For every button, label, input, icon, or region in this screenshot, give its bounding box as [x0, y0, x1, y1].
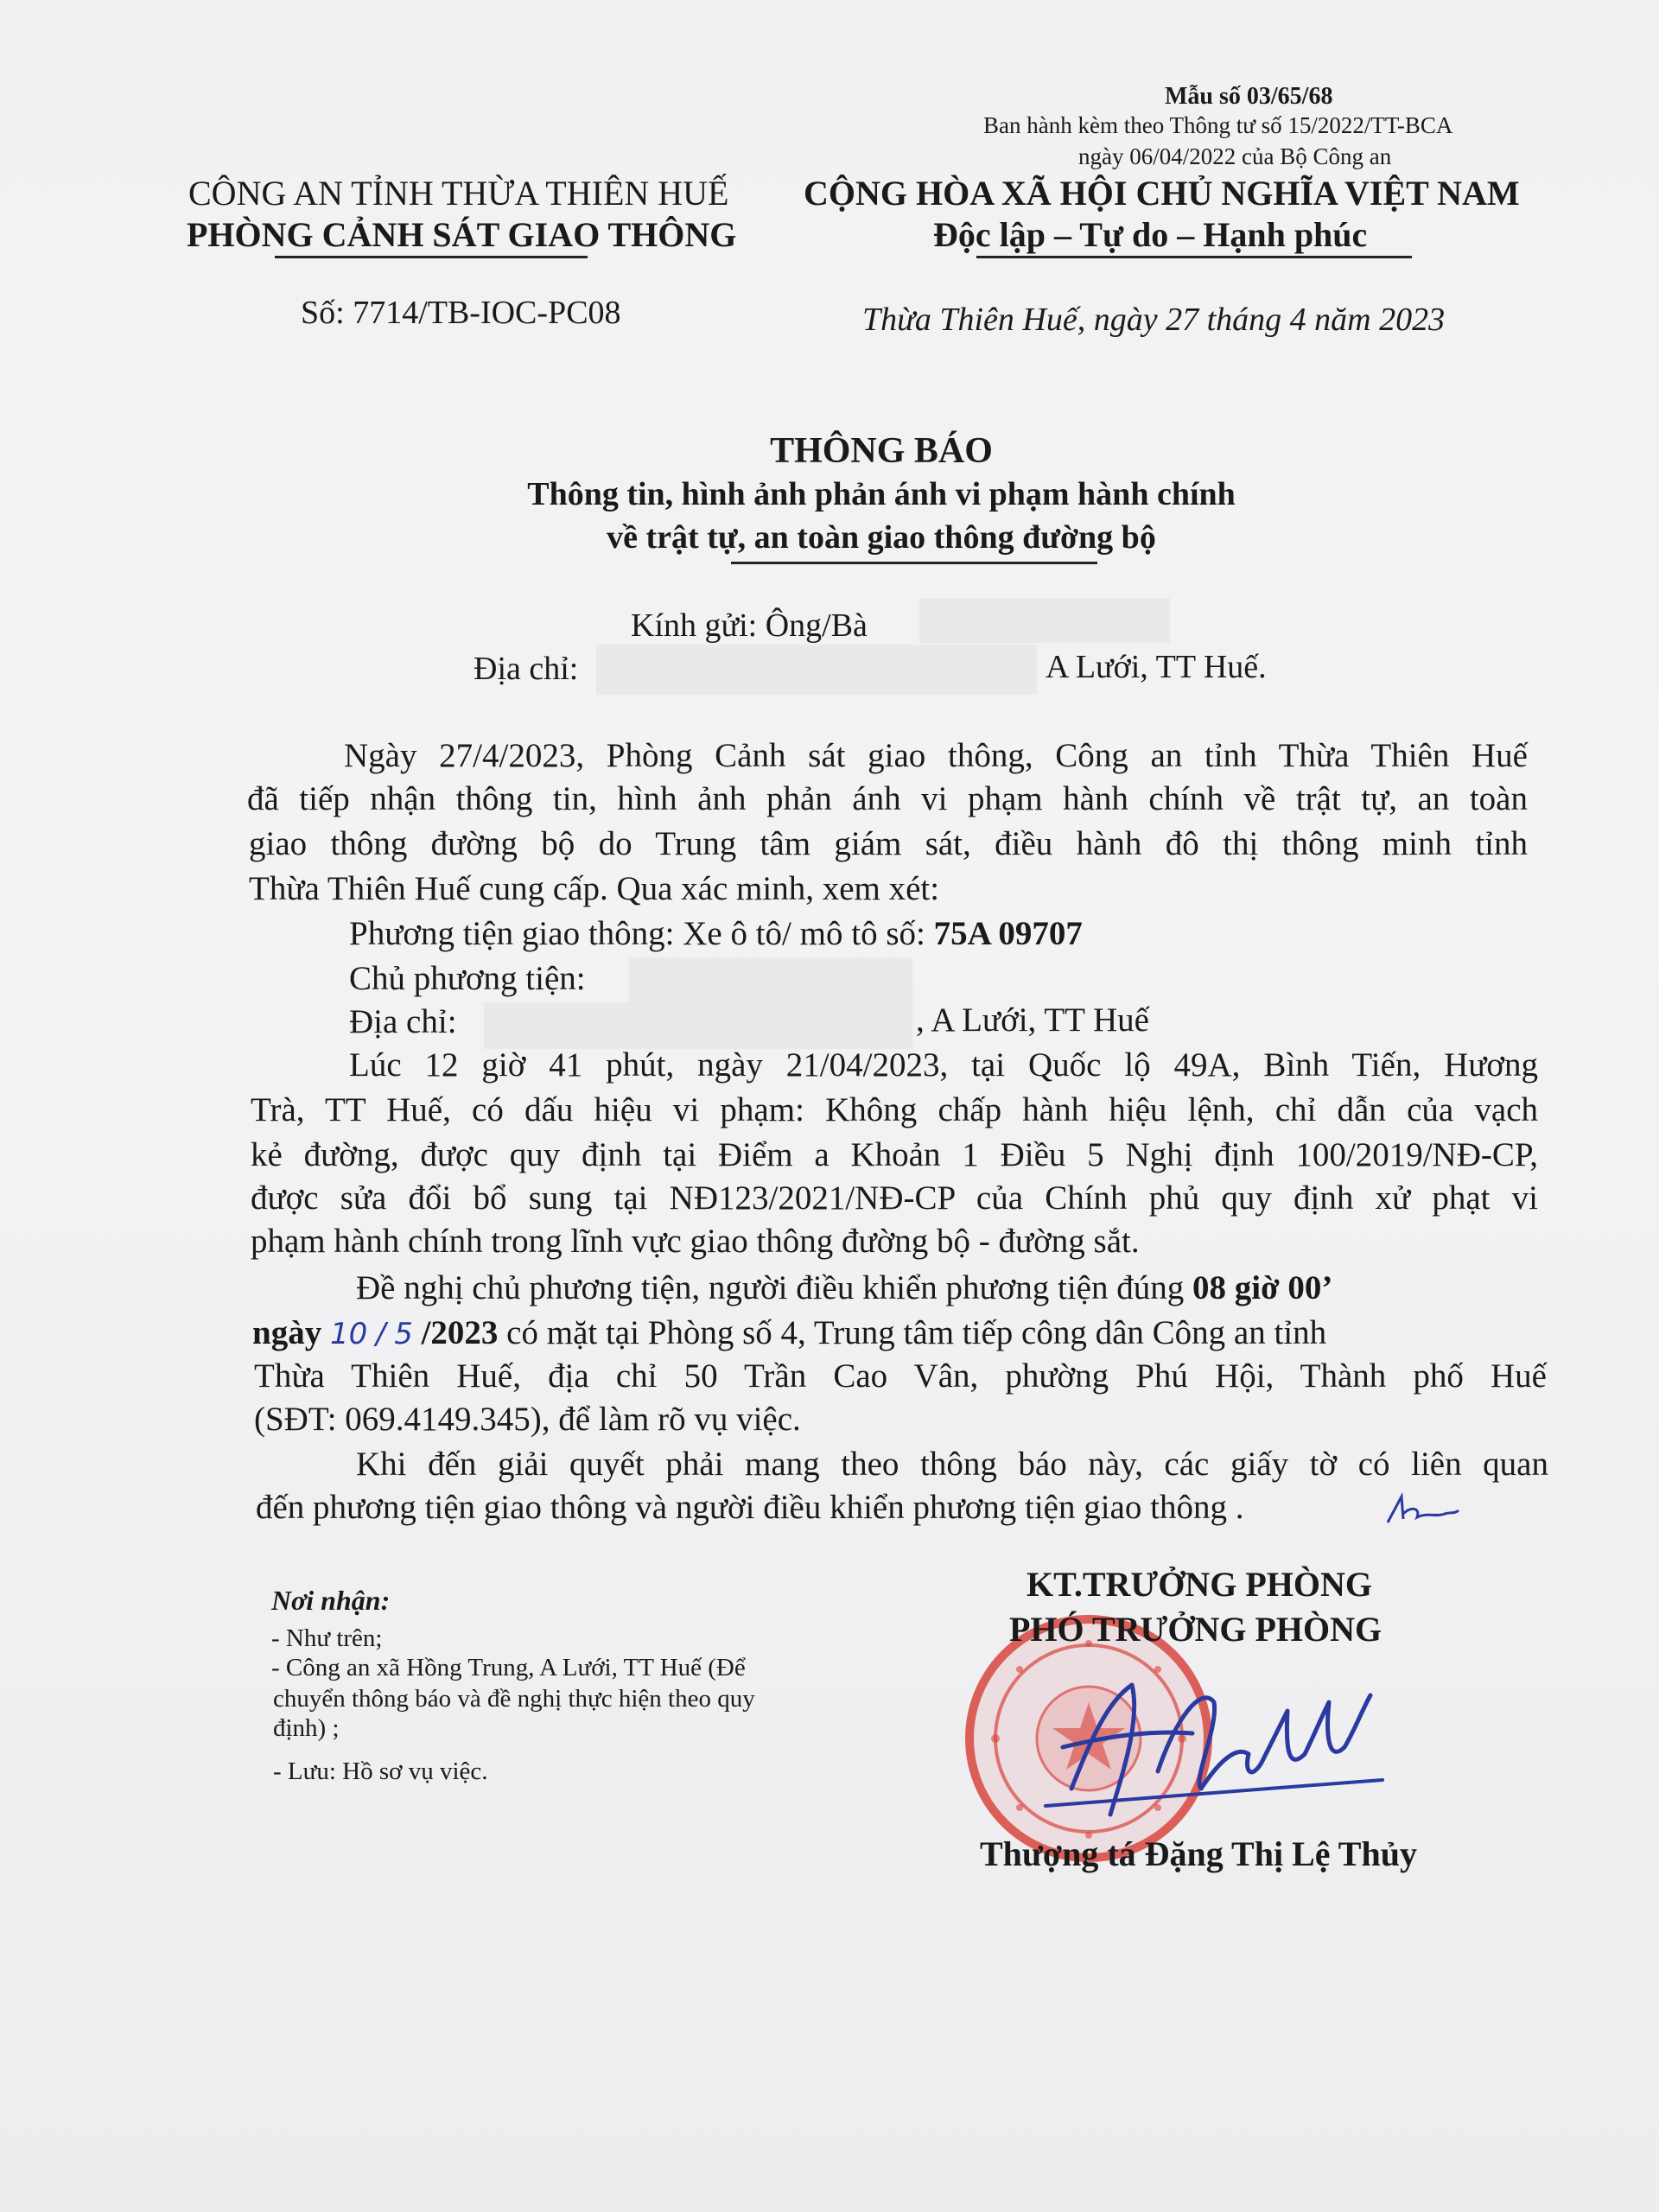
body-line: Thừa Thiên Huế cung cấp. Qua xác minh, xem xét:	[249, 870, 940, 907]
owner-address-label: Địa chỉ:	[349, 1003, 457, 1040]
signature-title-2: PHÓ TRƯỞNG PHÒNG	[1009, 1610, 1382, 1649]
org-name-line1: CÔNG AN TỈNH THỪA THIÊN HUẾ	[188, 174, 729, 213]
document-number: Số: 7714/TB-IOC-PC08	[301, 295, 621, 331]
recipient-address-label: Địa chỉ:	[474, 651, 579, 687]
appointment-time: 08 giờ 00’	[1192, 1269, 1333, 1306]
recipient-item: - Lưu: Hồ sơ vụ việc.	[273, 1758, 488, 1785]
owner-label: Chủ phương tiện:	[349, 960, 586, 997]
handwritten-day: 10	[329, 1317, 368, 1351]
document-title: THÔNG BÁO	[770, 431, 993, 471]
body-line: Trà, TT Huế, có dấu hiệu vi phạm: Không chấp hành hiệu lệnh, chỉ dẫn của vạch	[251, 1091, 1538, 1128]
body-line: đến phương tiện giao thông và người điều khiển phương tiện giao thông .	[256, 1489, 1244, 1526]
appointment-date-line	[252, 1313, 1326, 1352]
nation-motto: Độc lập – Tự do – Hạnh phúc	[933, 215, 1368, 254]
redacted-address	[596, 645, 1037, 695]
form-issued-line: Ban hành kèm theo Thông tư số 15/2022/TT-BCA	[983, 112, 1453, 138]
title-underline	[731, 562, 1097, 564]
recipient-greeting: Kính gửi: Ông/Bà	[631, 607, 868, 644]
vehicle-label: Phương tiện giao thông: Xe ô tô/ mô tô số:	[349, 915, 925, 952]
appointment-text: Đề nghị chủ phương tiện, người điều khiển phương tiện đúng	[356, 1269, 1185, 1306]
document-subtitle-1: Thông tin, hình ảnh phản ánh vi phạm hành chính	[527, 476, 1236, 512]
appointment-day-label: ngày	[252, 1314, 322, 1351]
body-line: Thừa Thiên Huế, địa chỉ 50 Trần Cao Vân, phường Phú Hội, Thành phố Huế	[254, 1357, 1547, 1395]
document-subtitle-2: về trật tự, an toàn giao thông đường bộ	[607, 519, 1156, 556]
form-number: Mẫu số 03/65/68	[1165, 83, 1333, 110]
recipient-item: chuyển thông báo và đề nghị thực hiện theo quy	[273, 1685, 755, 1713]
redacted-owner	[629, 957, 912, 1004]
redacted-name	[919, 598, 1170, 643]
body-line: kẻ đường, được quy định tại Điểm a Khoản 1 Điều 5 Nghị định 100/2019/NĐ-CP,	[251, 1136, 1538, 1173]
vehicle-info	[349, 914, 1083, 953]
org-underline	[275, 256, 588, 258]
recipient-item: định) ;	[273, 1714, 340, 1742]
recipient-item: - Công an xã Hồng Trung, A Lưới, TT Huế (Để	[271, 1654, 746, 1681]
body-line: (SĐT: 069.4149.345), để làm rõ vụ việc.	[254, 1401, 801, 1438]
recipient-address-suffix: A Lưới, TT Huế.	[1046, 649, 1267, 685]
recipient-item: - Như trên;	[271, 1624, 383, 1652]
body-line: giao thông đường bộ do Trung tâm giám sát, điều hành đô thị thông minh tỉnh	[249, 825, 1528, 862]
vehicle-plate: 75A 09707	[933, 915, 1083, 952]
handwritten-slash: /	[375, 1317, 386, 1351]
body-line: phạm hành chính trong lĩnh vực giao thông đường bộ - đường sắt.	[251, 1223, 1140, 1260]
body-line: Lúc 12 giờ 41 phút, ngày 21/04/2023, tại Quốc lộ 49A, Bình Tiến, Hương	[349, 1046, 1538, 1084]
signature-title-1: KT.TRƯỞNG PHÒNG	[1027, 1565, 1372, 1604]
initial-mark-icon	[1382, 1488, 1460, 1531]
handwritten-signature-icon	[1028, 1650, 1391, 1840]
body-line: Ngày 27/4/2023, Phòng Cảnh sát giao thông, Công an tỉnh Thừa Thiên Huế	[344, 737, 1528, 774]
appointment-year: /2023	[421, 1314, 499, 1351]
place-date: Thừa Thiên Huế, ngày 27 tháng 4 năm 2023	[862, 302, 1446, 338]
form-issued-date: ngày 06/04/2022 của Bộ Công an	[1078, 143, 1392, 169]
body-line: được sửa đổi bổ sung tại NĐ123/2021/NĐ-CP của Chính phủ quy định xử phạt vi	[251, 1179, 1538, 1217]
body-line: Khi đến giải quyết phải mang theo thông báo này, các giấy tờ có liên quan	[356, 1446, 1548, 1483]
nation-name: CỘNG HÒA XÃ HỘI CHỦ NGHĨA VIỆT NAM	[804, 174, 1520, 213]
appointment-place: có mặt tại Phòng số 4, Trung tâm tiếp công dân Công an tỉnh	[506, 1314, 1327, 1351]
recipients-title: Nơi nhận:	[271, 1585, 391, 1616]
motto-underline	[976, 256, 1412, 258]
org-name-line2: PHÒNG CẢNH SÁT GIAO THÔNG	[187, 215, 737, 254]
handwritten-month: 5	[394, 1317, 413, 1351]
appointment-line	[356, 1268, 1332, 1307]
owner-address-suffix: , A Lưới, TT Huế	[916, 1001, 1149, 1039]
redacted-owner-address	[484, 1002, 912, 1049]
signer-name: Thượng tá Đặng Thị Lệ Thủy	[980, 1834, 1417, 1873]
body-line: đã tiếp nhận thông tin, hình ảnh phản ánh vi phạm hành chính về trật tự, an toàn	[247, 780, 1528, 817]
